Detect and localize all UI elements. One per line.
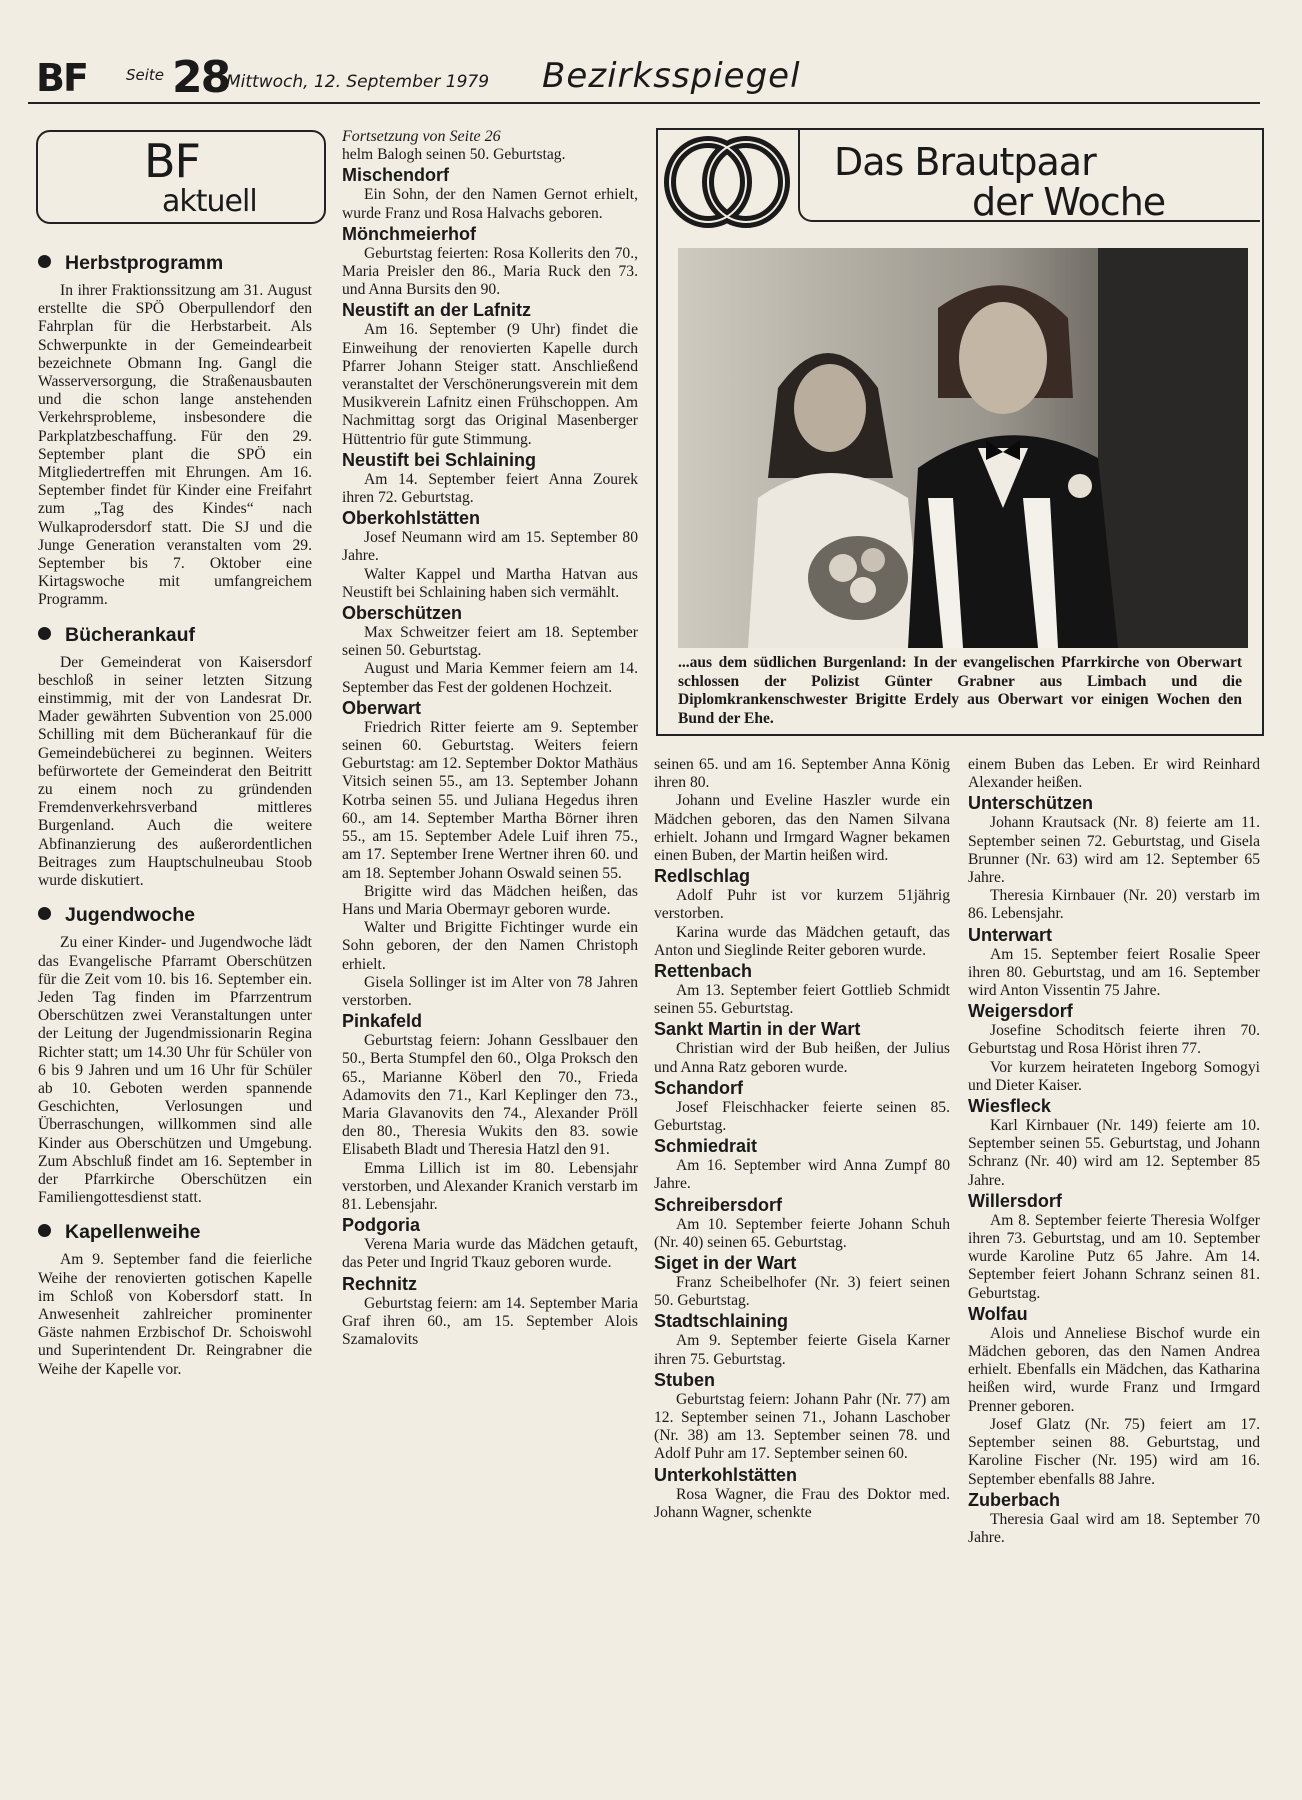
continued-paragraph: einem Buben das Leben. Er wird Reinhard Alexander heißen.: [968, 756, 1260, 792]
paragraph: Christian wird der Bub heißen, der Julius und Anna Ratz geboren wurde.: [654, 1040, 950, 1076]
paragraph: Theresia Gaal wird am 18. September 70 Jahre.: [968, 1510, 1260, 1546]
paragraph: Ein Sohn, der den Namen Gernot erhielt, wurde Franz und Rosa Halvachs geboren.: [342, 186, 638, 222]
town-heading: Zuberbach: [968, 1489, 1061, 1510]
article-heading-text: Jugendwoche: [65, 904, 196, 927]
paragraph: August und Maria Kemmer feiern am 14. September das Fest der goldenen Hochzeit.: [342, 660, 638, 696]
paragraph: Am 9. September feierte Gisela Karner ihren 75. Geburtstag.: [654, 1332, 950, 1368]
bf-aktuell-box: [36, 130, 326, 224]
bullet-icon: [38, 907, 51, 920]
article-heading: [38, 624, 312, 646]
brautpaar-title-line2: der Woche: [972, 180, 1166, 224]
town-heading: Neustift an der Lafnitz: [342, 300, 532, 321]
masthead: [28, 52, 1260, 104]
brautpaar-title-line1: Das Brautpaar: [834, 140, 1096, 184]
section-title: Bezirksspiegel: [542, 56, 801, 96]
town-heading: Mischendorf: [342, 165, 450, 186]
paragraph: Geburtstag feiern: Johann Pahr (Nr. 77) am 12. September seinen 71., Johann Laschober (Nr. 38) am 13. September seinen 78. und Adolf Puhr am 17. September seinen 60.: [654, 1390, 950, 1463]
continued-paragraph: seinen 65. und am 16. September Anna König ihren 80.: [654, 756, 950, 792]
paragraph: Geburtstag feierten: Rosa Kollerits den 70., Maria Preisler den 86., Maria Ruck den 73. und Anna Bursits den 90.: [342, 244, 638, 299]
column-3: [654, 756, 950, 1522]
town-heading: Rettenbach: [654, 961, 753, 982]
article-heading-text: Herbstprogramm: [65, 252, 224, 274]
paragraph: Am 15. September feiert Rosalie Speer ihren 80. Geburtstag, und am 16. September wird Anton Vissentin 75 Jahre.: [968, 945, 1260, 1000]
town-heading: Unterkohlstätten: [654, 1464, 798, 1485]
town-heading: Wolfau: [968, 1303, 1028, 1324]
town-heading: Rechnitz: [342, 1273, 418, 1294]
column-2: [342, 128, 638, 1349]
paragraph: Am 14. September feiert Anna Zourek ihren 72. Geburtstag.: [342, 470, 638, 507]
paragraph: Josef Neumann wird am 15. September 80 Jahre.: [342, 529, 638, 565]
town-heading: Stuben: [654, 1369, 715, 1390]
paragraph: Zu einer Kinder- und Jugendwoche lädt das Evangelische Pfarramt Oberschützen für die Zeit vom 10. bis 16. September ein. Jeden Tag finden im Pfarrzentrum Oberschützen zwei Veranstaltungen unter der Leitung der Jugendmissionarin Regina Richter statt; um 14.30 Uhr für Schüler von 6 bis 9 Jahren und um 16 Uhr für Schüler ab 10. Geboten werden spannende Geschichten, Verlosungen und Überraschungen, willkommen sind alle Kinder aus Oberschützen und Umgebung. Zum Abschluß findet am 16. September in der Pfarrkirche Oberschützen ein Familiengottesdienst statt.: [38, 934, 312, 1207]
paragraph: Josefine Schoditsch feierte ihren 70. Geburtstag und Rosa Hörist ihren 77.: [968, 1022, 1260, 1058]
town-heading: Podgoria: [342, 1215, 421, 1236]
paragraph: Josef Glatz (Nr. 75) feiert am 17. September seinen 88. Geburtstag, und Karoline Fischer (Nr. 195) wird am 16. September ebenfalls 88 Jahre.: [968, 1415, 1260, 1488]
town-heading: Mönchmeierhof: [342, 223, 477, 244]
article-heading-text: Bücherankauf: [65, 623, 196, 646]
paragraph: Der Gemeinderat von Kaisersdorf beschloß in seiner letzten Sitzung einstimmig, mit der von Landesrat Dr. Mader gewährten Subvention von 25.000 Schilling mit dem Bücherankauf für die Gemeindebücherei zu beginnen. Weiters befürwortete der Gemeinderat den Beitritt zu einem noch zu gründenden Fremdenverkehrsverband mittleres Burgenland. Auch die weitere Abfinanzierung des außerordentlichen Beitrages zum Hauptschulneubau Stoob wurde diskutiert.: [38, 653, 312, 890]
article-heading: [38, 252, 312, 274]
paragraph: Walter Kappel und Martha Hatvan aus Neustift bei Schlaining haben sich vermählt.: [342, 565, 638, 601]
paragraph: Am 10. September feierte Johann Schuh (Nr. 40) seinen 65. Geburtstag.: [654, 1215, 950, 1251]
town-heading: Wiesfleck: [968, 1096, 1051, 1117]
bf-aktuell-subtitle: aktuell: [162, 184, 257, 219]
bullet-icon: [38, 255, 51, 268]
column-1: [38, 238, 312, 1379]
town-heading: Neustift bei Schlaining: [342, 449, 537, 470]
masthead-logo: BF: [36, 56, 87, 100]
paragraph: Theresia Kirnbauer (Nr. 20) verstarb im 86. Lebensjahr.: [968, 887, 1260, 923]
photo-caption: ...aus dem südlichen Burgenland: In der evangelischen Pfarrkirche von Oberwart schlossen der Polizist Günter Grabner aus Limbach und die Diplomkrankenschwester Brigitte Erdely aus Oberwart vor einigen Wochen den Bund der Ehe.: [678, 654, 1242, 727]
paragraph: Franz Scheibelhofer (Nr. 3) feiert seinen 50. Geburtstag.: [654, 1274, 950, 1310]
paragraph: Johann und Eveline Haszler wurde ein Mädchen geboren, das den Namen Silvana erhielt. Johann und Irmgard Wagner bekamen einen Buben, der Martin heißen wird.: [654, 792, 950, 865]
town-heading: Schreibersdorf: [654, 1194, 783, 1215]
paragraph: Geburtstag feiern: am 14. September Maria Graf ihren 60., am 15. September Alois Szamalovits: [342, 1294, 638, 1348]
paragraph: Vor kurzem heirateten Ingeborg Somogyi und Dieter Kaiser.: [968, 1058, 1260, 1094]
town-heading: Willersdorf: [968, 1190, 1062, 1211]
town-heading: Stadtschlaining: [654, 1311, 789, 1332]
town-heading: Schmiedrait: [654, 1136, 758, 1157]
continued-paragraph: helm Balogh seinen 50. Geburtstag.: [342, 146, 566, 164]
bullet-icon: [38, 1224, 51, 1237]
town-heading: Oberschützen: [342, 603, 463, 624]
wedding-rings-icon: [662, 134, 792, 230]
town-heading: Unterwart: [968, 924, 1053, 945]
continuation-note: Fortsetzung von Seite 26: [342, 128, 501, 145]
paragraph: Adolf Puhr ist vor kurzem 51jährig verstorben.: [654, 887, 950, 923]
paragraph: Johann Krautsack (Nr. 8) feierte am 11. September seinen 72. Geburtstag, und Gisela Brunner (Nr. 63) wird am 12. September 65 Jahre.: [968, 814, 1260, 887]
paragraph: Am 8. September feierte Theresia Wolfger ihren 73. Geburtstag, und am 10. September wurde Karoline Putz 65 Jahre. Am 14. September feiert Johann Schranz seinen 81. Geburtstag.: [968, 1211, 1260, 1302]
paragraph: Geburtstag feiern: Johann Gesslbauer den 50., Berta Stumpfel den 60., Olga Proksch den 65., Marianne Köberl den 70., Frieda Adamovits den 71., Karl Keplinger den 73., Maria Glavanovits den 74., Alexander Pröll den 80., Theresia Wukits den 83. sowie Elisabeth Bladt und Theresia Hatzl den 91.: [342, 1032, 638, 1159]
paragraph: Rosa Wagner, die Frau des Doktor med. Johann Wagner, schenkte: [654, 1485, 950, 1521]
paragraph: Friedrich Ritter feierte am 9. September seinen 60. Geburtstag. Weiters feiern Geburtstag: am 12. September Doktor Mathäus Vitsich seinen 55., am 13. September Johann Kotrba seinen 55. und Juliana Hegedus ihren 60., am 14. September Martha Börner ihren 55., am 15. September Adele Luif ihren 75., am 17. September Irene Wertner ihren 60. und am 18. September Johann Oswald seinen 55.: [342, 718, 638, 882]
town-heading: Pinkafeld: [342, 1011, 423, 1032]
paragraph: Brigitte wird das Mädchen heißen, das Hans und Maria Obermayr geboren wurde.: [342, 882, 638, 918]
town-heading: Schandorf: [654, 1077, 744, 1098]
paragraph: In ihrer Fraktionssitzung am 31. August erstellte die SPÖ Oberpullendorf den Fahrplan für die Herbstarbeit. Als Schwerpunkte in der Gemeindearbeit bezeichnete Obmann Ing. Gangl die Wasserversorgung, die Straßenausbauten und die schon lange anstehenden Verkehrsprobleme, insbesondere die Parkplatzbeschaffung. Für den 29. September plant die SPÖ ein Mitgliedertreffen mit Ehrungen. Am 16. September findet für Kinder eine Freifahrt zum „Tag des Kindes“ nach Wulkaprodersdorf statt. Die SJ und die Junge Generation veranstalten vom 29. September bis 7. Oktober eine Kirtagswoche mit umfangreichem Programm.: [38, 282, 312, 609]
town-heading: Weigersdorf: [968, 1001, 1073, 1022]
paragraph: Am 16. September (9 Uhr) findet die Einweihung der renovierten Kapelle durch Pfarrer Johann Steiger statt. Anschließend veranstaltet der Verschönerungsverein mit dem Musikverein Lafnitz einen Frühschoppen. Am Nachmittag sorgt das Original Masenberger Hüttentrio für gute Stimmung.: [342, 321, 638, 448]
paragraph: Gisela Sollinger ist im Alter von 78 Jahren verstorben.: [342, 973, 638, 1009]
paragraph: Max Schweitzer feiert am 18. September seinen 50. Geburtstag.: [342, 624, 638, 660]
town-heading: Siget in der Wart: [654, 1253, 797, 1274]
paragraph: Verena Maria wurde das Mädchen getauft, das Peter und Ingrid Tkauz geboren wurde.: [342, 1236, 638, 1272]
town-heading: Redlschlag: [654, 866, 751, 887]
brautpaar-box: [656, 128, 1264, 736]
paragraph: Josef Fleischhacker feierte seinen 85. Geburtstag.: [654, 1098, 950, 1135]
column-4: [968, 756, 1260, 1547]
paragraph: Karina wurde das Mädchen getauft, das Anton und Sieglinde Reiter geboren wurde.: [654, 923, 950, 959]
article-heading: [38, 1221, 312, 1243]
page-number: 28: [172, 52, 230, 103]
page-label: Seite: [126, 66, 165, 84]
article-heading-text: Kapellenweihe: [65, 1221, 201, 1244]
bf-aktuell-title: BF: [144, 134, 201, 188]
wedding-couple-photo: [678, 248, 1248, 648]
paragraph: Am 13. September feiert Gottlieb Schmidt seinen 55. Geburtstag.: [654, 982, 950, 1018]
paragraph: Karl Kirnbauer (Nr. 149) feierte am 10. September seinen 55. Geburtstag, und Johann Schranz (Nr. 40) wird am 12. September 85 Jahre.: [968, 1117, 1260, 1189]
article-heading: [38, 904, 312, 926]
paragraph: Am 9. September fand die feierliche Weihe der renovierten gotischen Kapelle im Schloß von Kobersdorf statt. In Anwesenheit zahlreicher prominenter Gäste nahmen Erzbischof Dr. Schoiswohl und Superintendent Dr. Reingrabner die Weihe der Kapelle vor.: [38, 1251, 312, 1378]
issue-date: Mittwoch, 12. September 1979: [226, 72, 490, 92]
paragraph: Alois und Anneliese Bischof wurde ein Mädchen geboren, das den Namen Andrea erhielt. Ebenfalls ein Mädchen, das Katharina heißen wird, wurde Franz und Irmgard Prenner geboren.: [968, 1324, 1260, 1415]
bullet-icon: [38, 627, 51, 640]
paragraph: Am 16. September wird Anna Zumpf 80 Jahre.: [654, 1157, 950, 1193]
town-heading: Sankt Martin in der Wart: [654, 1019, 861, 1040]
town-heading: Oberwart: [342, 697, 422, 718]
paragraph: Emma Lillich ist im 80. Lebensjahr verstorben, und Alexander Kranich verstarb im 81. Lebensjahr.: [342, 1159, 638, 1213]
town-heading: Unterschützen: [968, 793, 1094, 814]
paragraph: Walter und Brigitte Fichtinger wurde ein Sohn geboren, der den Namen Christoph erhielt.: [342, 919, 638, 973]
town-heading: Oberkohlstätten: [342, 508, 481, 529]
